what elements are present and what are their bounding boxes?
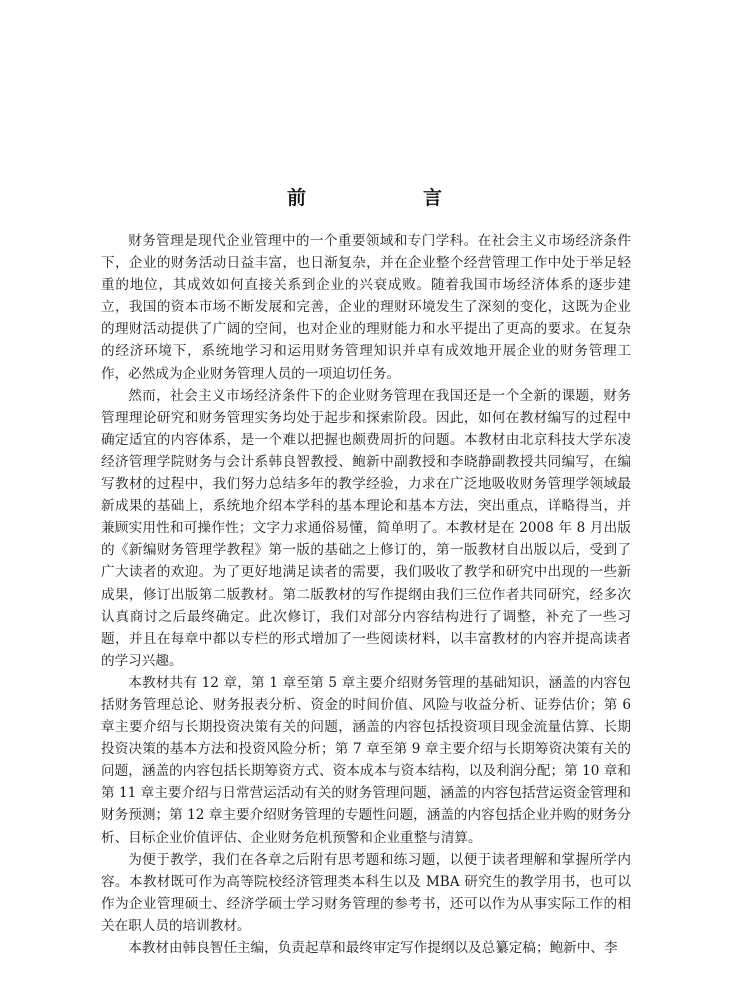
paragraph: 然而，社会主义市场经济条件下的企业财务管理在我国还是一个全新的课题，财务管理理论研究和财务管理实务均处于起步和探索阶段。因此，如何在教材编写的过程中确定适宜的内容体系，是一个难以把握也颇费周折的问题。本教材由北京科技大学东凌经济管理学院财务与会计系韩良智教授、鲍新中副教授和李晓静副教授共同编写，在编写教材的过程中，我们努力总结多年的教学经验，力求在广泛地吸收财务管理学领域最新成果的基础上，系统地介绍本学科的基本理论和基本方法，突出重点，详略得当，并兼顾实用性和可操作性；文字力求通俗易懂，简单明了。本教材是在 2008 年 8 月出版的《新编财务管理学教程》第一版的基础之上修订的，第一版教材自出版以后，受到了广大读者的欢迎。为了更好地满足读者的需要，我们吸收了教学和研究中出现的一些新成果，修订出版第二版教材。第二版教材的写作提纲由我们三位作者共同研究，经多次认真商讨之后最终确定。此次修订，我们对部分内容结构进行了调整，补充了一些习题，并且在每章中都以专栏的形式增加了一些阅读材料，以丰富教材的内容并提高读者的学习兴趣。 xyxy=(101,387,631,669)
preface-body xyxy=(101,230,631,959)
paragraph: 本教材共有 12 章，第 1 章至第 5 章主要介绍财务管理的基础知识，涵盖的内容包括财务管理总论、财务报表分析、资金的时间价值、风险与收益分析、证券估价；第 6 章主要介绍与长期投资决策有关的问题，涵盖的内容包括投资项目现金流量估算、长期投资决策的基本方法和投资风险分析；第 7 章至第 9 章主要介绍与长期筹资决策有关的问题，涵盖的内容包括长期筹资方式、资本成本与资本结构，以及利润分配；第 10 章和第 11 章主要介绍与日常营运活动有关的财务管理问题，涵盖的内容包括营运资金管理和财务预测；第 12 章主要介绍财务管理的专题性问题，涵盖的内容包括企业并购的财务分析、目标企业价值评估、企业财务危机预警和企业重整与清算。 xyxy=(101,674,631,846)
paragraph: 财务管理是现代企业管理中的一个重要领域和专门学科。在社会主义市场经济条件下，企业的财务活动日益丰富，也日渐复杂，并在企业整个经营管理工作中处于举足轻重的地位，其成效如何直接关系到企业的兴衰成败。随着我国市场经济体系的逐步建立，我国的资本市场不断发展和完善，企业的理财环境发生了深刻的变化，这既为企业的理财活动提供了广阔的空间，也对企业的理财能力和水平提出了更高的要求。在复杂的经济环境下，系统地学习和运用财务管理知识并卓有成效地开展企业的财务管理工作，必然成为企业财务管理人员的一项迫切任务。 xyxy=(101,233,631,382)
page-title: 前 言 xyxy=(286,187,491,209)
paragraph: 为便于教学，我们在各章之后附有思考题和练习题，以便于读者理解和掌握所学内容。本教材既可作为高等院校经济管理类本科生以及 MBA 研究生的教学用书，也可以作为企业管理硕士、经济学硕士学习财务管理的参考书，还可以作为从事实际工作的相关在职人员的培训教材。 xyxy=(101,851,631,934)
paragraph: 本教材由韩良智任主编，负责起草和最终审定写作提纲以及总纂定稿；鲍新中、李 xyxy=(128,940,618,956)
